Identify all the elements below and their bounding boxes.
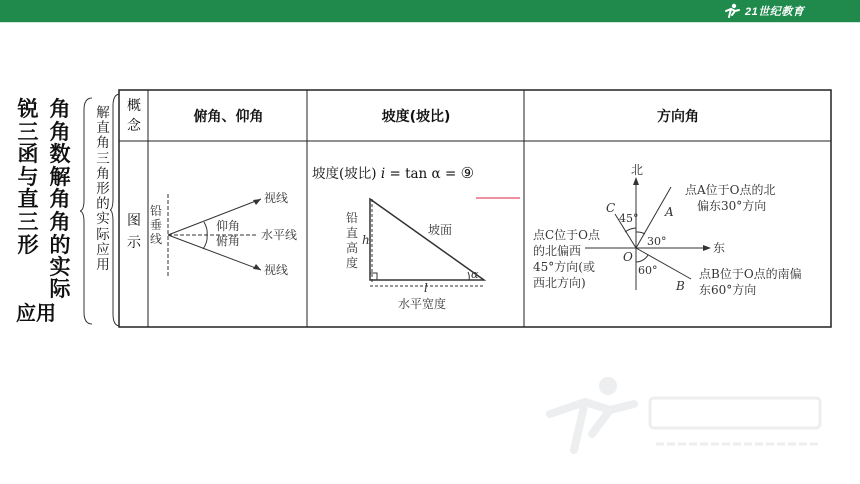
row-label-char: 示 [127, 235, 141, 251]
length-symbol: l [424, 281, 428, 295]
title-char: 角 [96, 165, 110, 182]
column-header-1: 俯角、仰角 [193, 109, 264, 125]
title-char: 角 [49, 119, 71, 144]
point-b-label: B [676, 279, 685, 293]
title-char: 实 [49, 255, 71, 279]
brand-logo [722, 2, 804, 20]
title-char: 角 [49, 97, 71, 121]
title-char: 解 [49, 164, 71, 189]
title-char: 际 [49, 277, 71, 301]
height-symbol: h [362, 233, 370, 247]
angle-45-label: 45° [619, 212, 639, 225]
title-column-2-tail [48, 256, 72, 300]
note-c: 点C位于O点 的北偏西 45°方向(或 西北方向) [533, 228, 601, 290]
title-char: 际 [96, 226, 110, 243]
origin-label: O [623, 250, 633, 264]
depression-label: 俯角 [216, 234, 241, 248]
title-char: 角 [96, 135, 110, 152]
point-a-label: A [665, 205, 674, 219]
title-char: 形 [17, 232, 39, 257]
note-b: 点B位于O点的南偏 东60°方向 [699, 267, 802, 297]
header-divider [0, 22, 860, 23]
title-char: 数 [49, 142, 71, 167]
row-label [125, 210, 143, 254]
direction-angle-diagram [525, 142, 831, 327]
elevation-depression-diagram [148, 142, 308, 327]
sight-label-top: 视线 [264, 191, 289, 205]
angle-30-label: 30° [647, 235, 667, 248]
title-bracket-1 [80, 96, 94, 326]
title-char: 三 [96, 150, 110, 167]
title-char: 实 [96, 211, 110, 228]
title-char: 直 [96, 120, 110, 137]
east-label: 东 [713, 241, 726, 255]
title-char: 用 [96, 257, 110, 274]
title-char: 解 [96, 105, 110, 121]
title-char: 三 [17, 209, 39, 234]
title-column-3 [95, 106, 111, 273]
title-char: 三 [17, 119, 39, 144]
row-label-char: 图 [127, 213, 141, 229]
title-char: 函 [17, 142, 39, 167]
title-char: 与 [17, 164, 39, 189]
header-label-char: 念 [127, 118, 141, 134]
title-char: 应 [96, 241, 110, 258]
slope-diagram [308, 142, 524, 327]
alpha-label: α [471, 268, 479, 281]
horizontal-line-label: 水平线 [261, 228, 298, 242]
title-char: 锐 [17, 97, 39, 121]
title-char: 直 [17, 187, 39, 212]
watermark-logo [530, 372, 830, 462]
north-label: 北 [631, 163, 644, 177]
header-label-char: 概 [127, 98, 141, 114]
logo-text: 21世纪教育 [745, 6, 805, 18]
horizontal-width-label: 水平宽度 [398, 297, 447, 311]
title-column-1 [16, 98, 40, 256]
title-column-1-tail [16, 302, 56, 325]
title-char: 的 [49, 232, 71, 257]
runner-icon [722, 3, 742, 19]
sight-label-bottom: 视线 [264, 263, 289, 277]
title-char: 形 [96, 181, 110, 198]
angle-60-label: 60° [638, 264, 658, 277]
title-char: 的 [96, 196, 110, 213]
header-label [125, 96, 143, 136]
title-char: 角 [49, 187, 71, 212]
title-tail: 应用 [16, 301, 56, 325]
title-char: 角 [49, 209, 71, 234]
note-a: 点A位于O点的北 偏东30°方向 [685, 183, 776, 213]
vertical-height-label: 铅 直 高 度 [346, 211, 359, 270]
elevation-label: 仰角 [216, 219, 241, 233]
column-header-3: 方向角 [657, 109, 699, 125]
slope-formula: 坡度(坡比) i = tan α = ⑨ [312, 164, 475, 182]
vertical-line-label: 铅 垂 线 [150, 204, 163, 246]
slope-face-label: 坡面 [428, 223, 453, 237]
point-c-label: C [606, 201, 616, 215]
title-column-2 [48, 98, 72, 256]
column-header-2: 坡度(坡比) [381, 109, 451, 125]
